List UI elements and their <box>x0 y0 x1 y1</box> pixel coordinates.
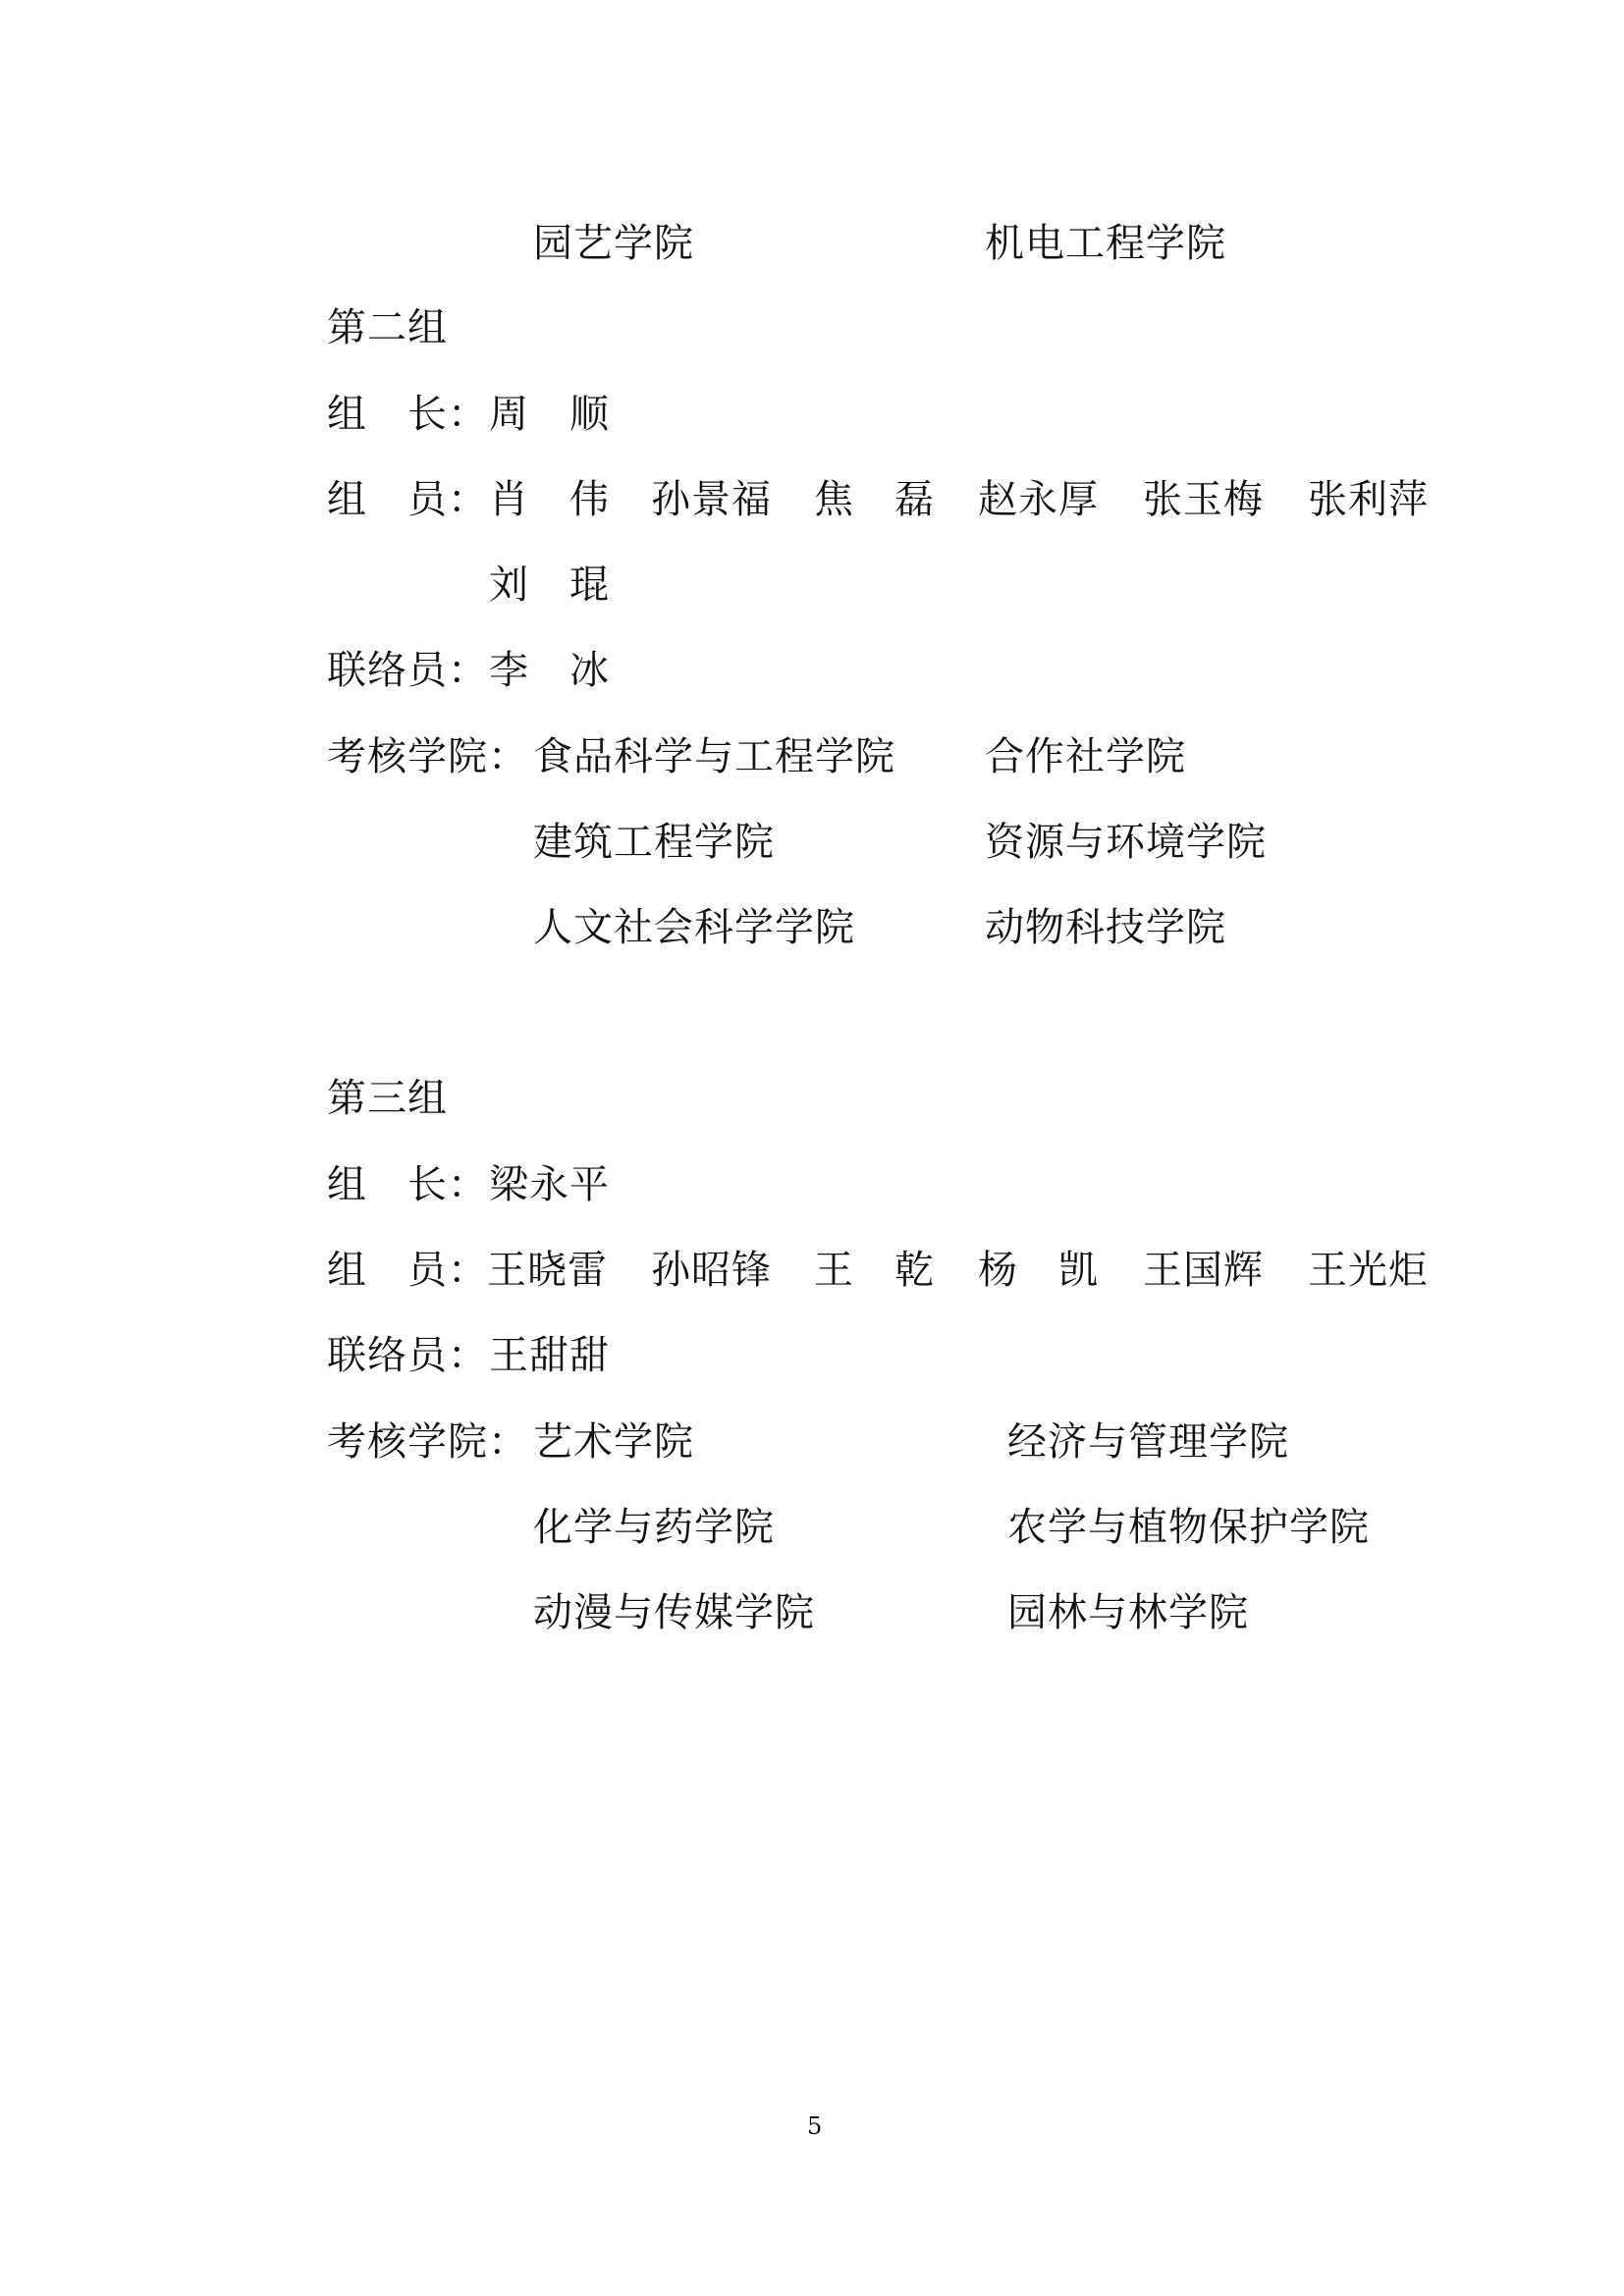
college-right: 农学与植物保护学院 <box>1007 1505 1370 1550</box>
colleges-label: 考核学院： <box>327 1419 528 1465</box>
member-name: 杨 凯 <box>978 1248 1099 1293</box>
member-name: 焦 磊 <box>814 477 935 522</box>
members-label: 组 员： <box>327 1248 488 1293</box>
member-name: 孙昭锋 <box>651 1248 772 1293</box>
college-left: 人文社会科学学院 <box>533 905 855 950</box>
member-name: 张玉梅 <box>1143 477 1264 522</box>
member-name: 刘 琨 <box>489 562 610 608</box>
college-left: 化学与药学院 <box>533 1505 775 1550</box>
member-name: 赵永厚 <box>978 477 1099 522</box>
member-name: 王晓雷 <box>487 1248 608 1293</box>
college-left: 食品科学与工程学院 <box>533 734 895 779</box>
college-right: 园林与林学院 <box>1007 1590 1249 1635</box>
member-name: 王光炬 <box>1308 1248 1429 1293</box>
colleges-label: 考核学院： <box>327 734 528 779</box>
leader-label: 组 长： <box>327 1162 488 1207</box>
member-name: 孙景福 <box>651 477 772 522</box>
member-name: 王 乾 <box>814 1248 935 1293</box>
liaison-name: 李 冰 <box>489 648 610 693</box>
college-left: 建筑工程学院 <box>533 820 775 865</box>
member-name: 王国辉 <box>1143 1248 1264 1293</box>
college-right: 动物科技学院 <box>985 905 1226 950</box>
liaison-name: 王甜甜 <box>489 1333 610 1378</box>
college-left: 艺术学院 <box>533 1419 694 1465</box>
college-right: 经济与管理学院 <box>1007 1419 1289 1465</box>
group-title: 第三组 <box>327 1076 448 1121</box>
member-name: 肖 伟 <box>489 477 610 522</box>
college-right: 合作社学院 <box>985 734 1186 779</box>
page-number: 5 <box>807 2112 823 2140</box>
liaison-label: 联络员： <box>327 1333 488 1378</box>
leader-name: 周 顺 <box>489 392 610 437</box>
college-left: 园艺学院 <box>533 221 694 266</box>
liaison-label: 联络员： <box>327 648 488 693</box>
college-left: 动漫与传媒学院 <box>533 1590 815 1635</box>
leader-name: 梁永平 <box>489 1162 610 1207</box>
college-right: 资源与环境学院 <box>985 820 1267 865</box>
member-name: 张利萍 <box>1308 477 1429 522</box>
college-right: 机电工程学院 <box>985 221 1226 266</box>
members-label: 组 员： <box>327 477 488 522</box>
group-title: 第二组 <box>327 305 448 350</box>
leader-label: 组 长： <box>327 392 488 437</box>
